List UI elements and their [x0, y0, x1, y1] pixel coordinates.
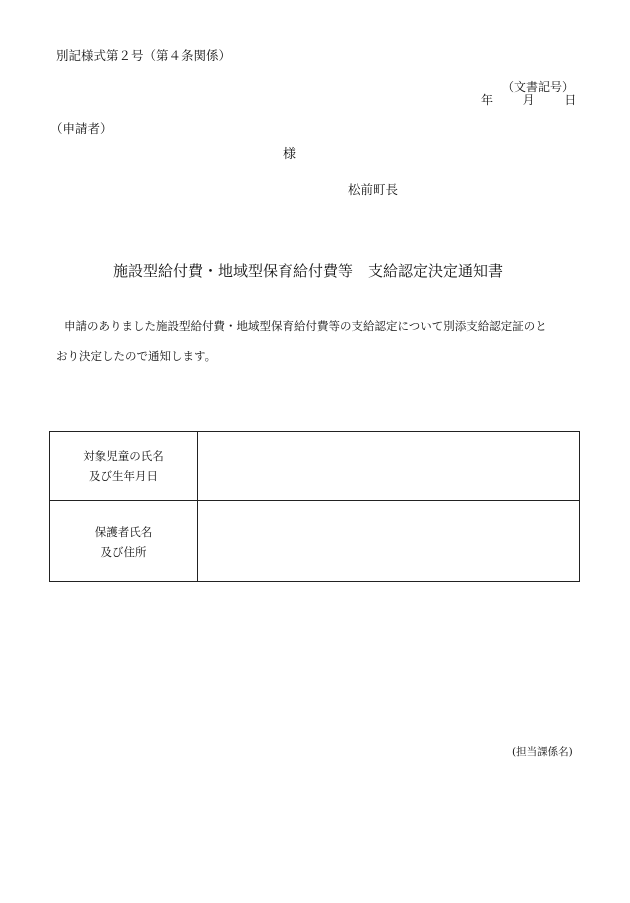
date-line	[481, 94, 576, 106]
staff-section-label: (担当課係名)	[512, 746, 573, 758]
body-text-line-1: 申請のありました施設型給付費・地域型保育給付費等の支給認定について別添支給認定証のと	[64, 319, 547, 333]
child-info-label-cell	[50, 432, 198, 500]
form-number-label: 別記様式第２号（第４条関係）	[56, 48, 232, 63]
date-month-label: 月	[522, 93, 535, 107]
table-row	[50, 432, 579, 501]
date-year-label: 年	[481, 93, 494, 107]
honorific-label: 様	[283, 147, 297, 162]
table-row	[50, 501, 579, 582]
guardian-info-label-cell	[50, 501, 198, 582]
body-text-line-2: おり決定したので通知します。	[56, 349, 217, 363]
child-info-value-cell	[198, 432, 579, 500]
document-title: 施設型給付費・地域型保育給付費等 支給認定決定通知書	[113, 262, 504, 280]
info-table	[49, 431, 580, 582]
date-day-label: 日	[564, 93, 577, 107]
document-number-label: （文書記号）	[502, 80, 575, 94]
guardian-info-value-cell	[198, 501, 579, 582]
guardian-name-label: 保護者氏名	[94, 524, 153, 539]
applicant-label: （申請者）	[50, 121, 113, 136]
child-name-label: 対象児童の氏名	[83, 449, 164, 463]
guardian-address-label: 及び住所	[100, 544, 147, 559]
child-birthdate-label: 及び生年月日	[89, 469, 158, 483]
mayor-label: 松前町長	[348, 182, 399, 197]
